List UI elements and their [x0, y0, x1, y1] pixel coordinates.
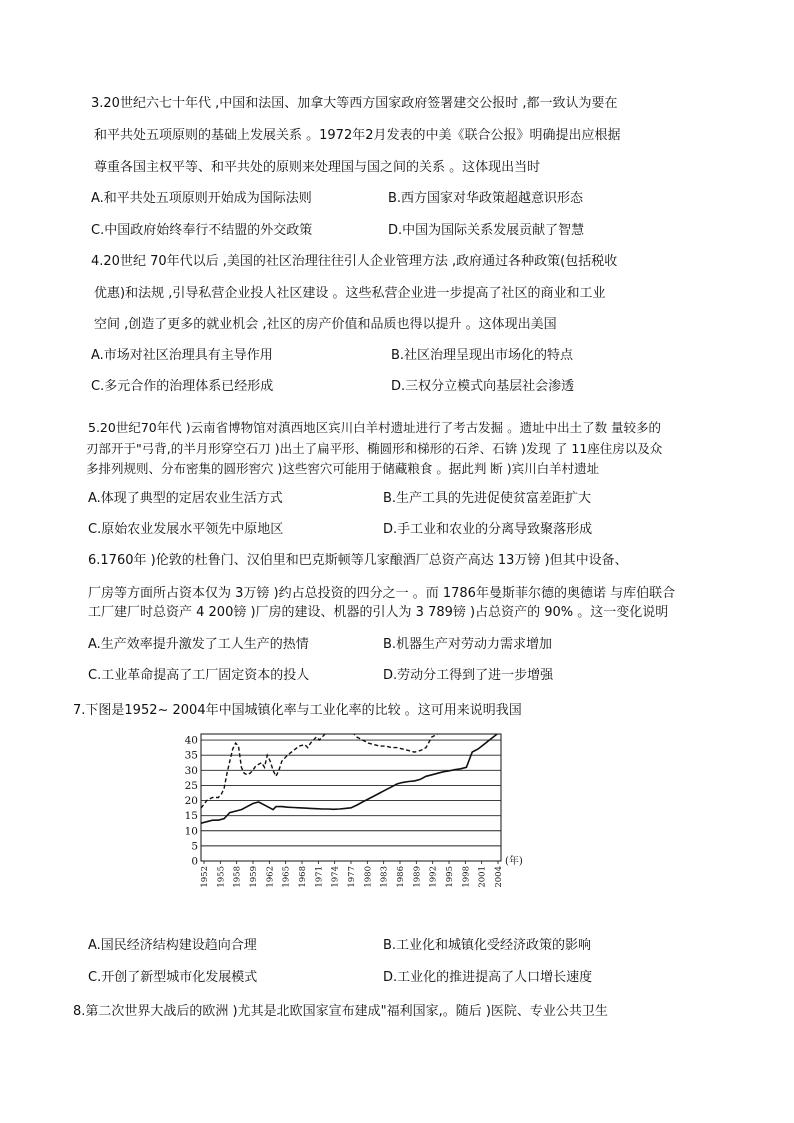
y-tick-label: 25 [184, 779, 198, 792]
x-tick-label: 1971 [314, 866, 325, 888]
q4-option-d: D.三权分立模式向基层社会渗透 [391, 379, 575, 394]
q8-line-1: 8.第二次世界大战后的欧洲 )尤其是北欧国家宣布建成"福利国家,。随后 )医院、专业公共卫生 [73, 1004, 608, 1019]
q3-option-d: D.中国为国际关系发展贡献了智慧 [388, 223, 585, 238]
x-tick-label: 2001 [477, 866, 488, 888]
q6-option-c: C.工业革命提高了工厂固定资本的投人 [88, 668, 310, 683]
x-tick-label: 1995 [445, 866, 455, 888]
x-tick-label: 1965 [281, 866, 292, 888]
q6-option-d: D.劳动分工得到了进一步增强 [383, 668, 554, 683]
y-tick-label: 30 [184, 764, 198, 777]
q7-option-c: C.开创了新型城市化发展模式 [88, 970, 258, 985]
urbanization-industrialization-chart [180, 730, 530, 890]
q6-line-3: 工厂建厂时总资产 4 200镑 )厂房的建设、机器的引人为 3 789镑 )占总资产的 90% 。这一变化说明 [88, 605, 669, 620]
chart-svg [180, 730, 530, 890]
x-axis-label: (年) [505, 856, 523, 867]
q3-line-1: 3.20世纪六七十年代 ,中国和法国、加拿大等西方国家政府签署建交公报时 ,都一致认为要在 [91, 96, 618, 111]
q7-line-1: 7.下图是1952~ 2004年中国城镇化率与工业化率的比较 。这可用来说明我国 [73, 703, 522, 718]
q5-option-b: B.生产工具的先进促使贫富差距扩大 [383, 491, 592, 506]
x-tick-label: 2004 [494, 866, 504, 888]
q5-line-2: 刃部开于"弓背,的半月形穿空石刀 )出土了扁平形、椭圆形和梯形的石斧、石锛 )发现 了 11座住房以及众 [86, 441, 663, 456]
q4-line-1: 4.20世纪 70年代以后 ,美国的社区治理往往引人企业管理方法 ,政府通过各种政策(包括税收 [91, 254, 618, 269]
q6-option-b: B.机器生产对劳动力需求增加 [383, 637, 553, 652]
plot-frame [201, 734, 501, 861]
q4-option-a: A.市场对社区治理具有主导作用 [91, 348, 273, 363]
q3-option-b: B.西方国家对华政策超越意识形态 [388, 191, 584, 206]
x-tick-label: 1959 [249, 866, 259, 888]
q3-line-2: 和平共处五项原则的基础上发展关系 。1972年2月发表的中美《联合公报》明确提出应根据 [94, 128, 621, 143]
q5-line-3: 多排列规则、分布密集的圆形窖穴 )这些窖穴可能用于储藏粮食 。据此判 断 )宾川白羊村遗址 [86, 461, 600, 476]
y-tick-label: 40 [184, 734, 198, 747]
q3-line-3: 尊重各国主权平等、和平共处的原则来处理国与国之间的关系 。这体现出当时 [94, 160, 541, 175]
series-line-solid [201, 731, 501, 823]
x-tick-label: 1962 [265, 866, 276, 888]
x-tick-label: 1955 [216, 866, 227, 888]
q6-option-a: A.生产效率提升激发了工人生产的热情 [88, 637, 309, 652]
x-tick-label: 1968 [298, 866, 308, 888]
q4-option-b: B.社区治理呈现出市场化的特点 [391, 348, 574, 363]
q5-option-d: D.手工业和农业的分离导致聚落形成 [383, 522, 593, 537]
y-tick-label: 20 [184, 795, 198, 808]
x-tick-label: 1983 [379, 866, 390, 888]
q3-option-c: C.中国政府始终奉行不结盟的外交政策 [91, 223, 313, 238]
q6-line-2: 厂房等方面所占资本仅为 3万镑 )约占总投资的四分之一 。而 1786年曼斯菲尔德的奥德诺 与库伯联合 [88, 586, 676, 601]
q4-line-2: 优惠)和法规 ,引导私营企业投人社区建设 。这些私营企业进一步提高了社区的商业和工业 [94, 286, 606, 301]
x-tick-label: 1977 [347, 866, 357, 888]
x-tick-label: 1952 [200, 866, 210, 888]
y-tick-label: 35 [184, 749, 198, 762]
q3-option-a: A.和平共处五项原则开始成为国际法则 [91, 191, 312, 206]
q5-option-c: C.原始农业发展水平领先中原地区 [88, 522, 284, 537]
x-tick-label: 1998 [461, 866, 472, 888]
q6-line-1: 6.1760年 )伦敦的杜鲁门、汉伯里和巴克斯顿等几家酿酒厂总资产高达 13万镑 )但其中设备、 [88, 553, 628, 568]
q7-option-a: A.国民经济结构建设趋向合理 [88, 938, 257, 953]
q7-option-d: D.工业化的推进提高了人口增长速度 [383, 970, 593, 985]
q5-line-1: 5.20世纪70年代 )云南省博物馆对滇西地区宾川白羊村遗址进行了考古发掘 。遗址中出土了数 量较多的 [88, 420, 662, 435]
x-tick-label: 1992 [428, 866, 439, 888]
q5-option-a: A.体现了典型的定居农业生活方式 [88, 491, 283, 506]
x-tick-label: 1974 [330, 866, 341, 888]
y-tick-label: 5 [191, 840, 198, 853]
x-tick-label: 1980 [363, 866, 374, 888]
q7-option-b: B.工业化和城镇化受经济政策的影响 [383, 938, 592, 953]
q4-option-c: C.多元合作的治理体系已经形成 [91, 379, 274, 394]
y-tick-label: 0 [191, 855, 198, 868]
x-tick-label: 1986 [396, 866, 406, 888]
x-tick-label: 1958 [232, 866, 243, 888]
q4-line-3: 空间 ,创造了更多的就业机会 ,社区的房产价值和品质也得以提升 。这体现出美国 [94, 317, 557, 332]
series-line-dashed [201, 730, 466, 808]
x-tick-label: 1989 [412, 866, 423, 888]
y-tick-label: 10 [184, 825, 198, 838]
y-tick-label: 15 [184, 810, 198, 823]
